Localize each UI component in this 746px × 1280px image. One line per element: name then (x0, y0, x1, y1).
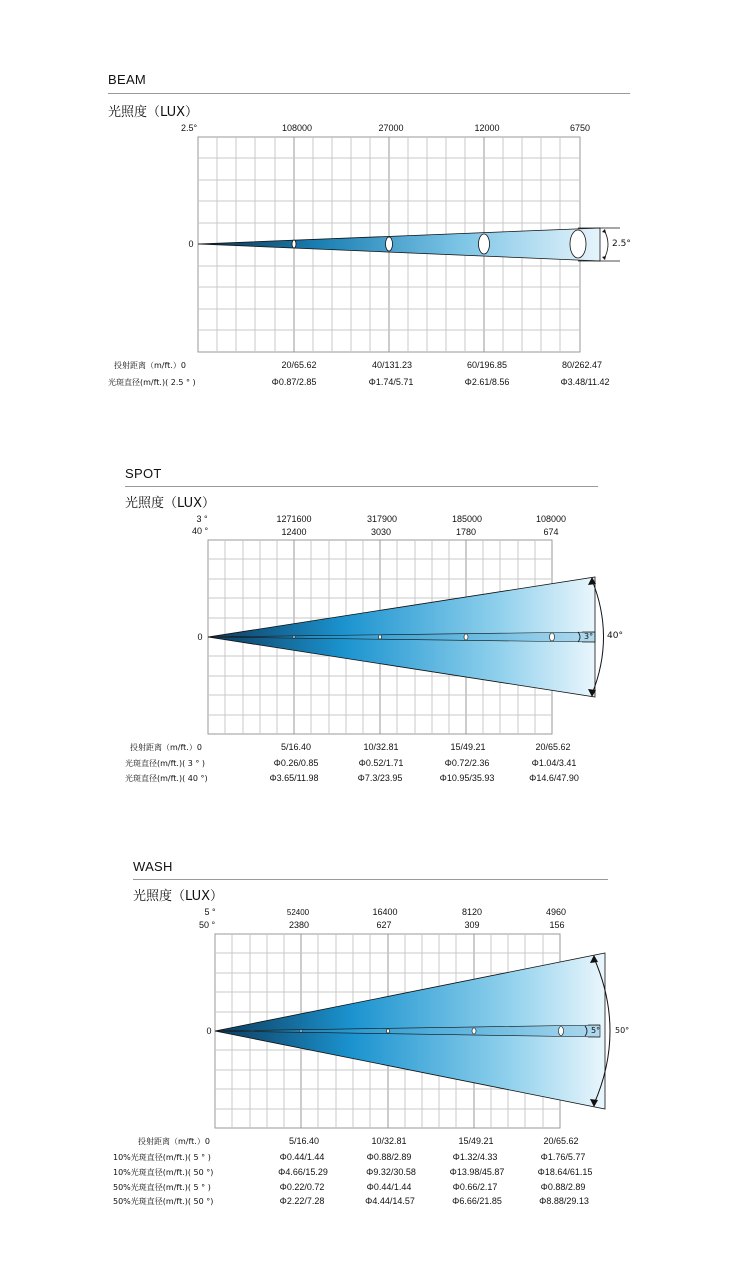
wash-narrow-mark: 5° (591, 1026, 601, 1035)
spot-lux-narrow: 1271600 (276, 514, 312, 524)
wash-50pct-wide-label: 50%光斑直径(m/ft.)( 50 °) (113, 1197, 214, 1206)
beam-distance-label: 投射距离（m/ft.）0 (114, 361, 186, 370)
wash-spot-ellipse (387, 1029, 390, 1033)
wash-50pct-wide-value: Φ4.44/14.57 (365, 1196, 415, 1206)
beam-distance-value: 40/131.23 (371, 360, 413, 370)
beam-lux-value: 108000 (281, 123, 313, 133)
beam-lux-value: 12000 (474, 123, 500, 133)
wash-50pct-narrow-value: Φ0.66/2.17 (452, 1182, 498, 1192)
wash-10pct-wide-value: Φ18.64/61.15 (537, 1167, 593, 1177)
spot-lux-wide: 674 (543, 527, 559, 537)
wash-distance-value: 20/65.62 (543, 1136, 579, 1146)
beam-angle-mark: 2.5° (612, 239, 631, 249)
wash-50pct-narrow-value: Φ0.88/2.89 (540, 1182, 586, 1192)
spot-lux-wide: 1780 (455, 527, 477, 537)
wash-10pct-wide-value: Φ13.98/45.87 (449, 1167, 505, 1177)
beam-lux-title: 光照度（LUX） (108, 105, 199, 120)
spot-lux-narrow: 185000 (451, 514, 483, 524)
spot-title: SPOT (125, 466, 162, 481)
wash-wide-mark: 50° (615, 1026, 630, 1035)
wash-50pct-wide-value: Φ8.88/29.13 (539, 1196, 589, 1206)
wash-spot-ellipse (472, 1028, 476, 1034)
spot-distance-value: 20/65.62 (535, 742, 571, 752)
wash-spot-ellipse (300, 1030, 302, 1033)
wash-10pct-wide-label: 10%光斑直径(m/ft.)( 50 °) (113, 1168, 214, 1177)
wash-10pct-narrow-value: Φ1.32/4.33 (452, 1152, 498, 1162)
wash-50pct-wide-value: Φ6.66/21.85 (452, 1196, 502, 1206)
wash-angle-label: 5 ° (204, 907, 216, 917)
spot-diameter-wide-value: Φ7.3/23.95 (357, 773, 403, 783)
wash-spot-ellipse (559, 1027, 564, 1036)
spot-lux-wide: 3030 (370, 527, 392, 537)
wash-lux-narrow: 4960 (545, 907, 567, 917)
wash-lux-narrow: 52400 (286, 908, 310, 917)
wash-lux-wide: 627 (376, 920, 392, 930)
spot-distance-label: 投射距离（m/ft.）0 (130, 743, 202, 752)
wash-50pct-narrow-value: Φ0.44/1.44 (366, 1182, 412, 1192)
spot-axis-zero: 0 (197, 632, 203, 642)
wash-lux-narrow: 16400 (372, 907, 398, 917)
spot-angle-label: 3 ° (196, 514, 208, 524)
beam-title: BEAM (108, 72, 147, 87)
spot-lux-narrow: 108000 (535, 514, 567, 524)
wash-10pct-narrow-value: Φ0.44/1.44 (279, 1152, 325, 1162)
beam-lux-value: 6750 (569, 123, 591, 133)
beam-distance-value: 20/65.62 (281, 360, 317, 370)
beam-diameter-value: Φ2.61/8.56 (464, 377, 510, 387)
spot-diameter-narrow-value: Φ0.72/2.36 (444, 758, 490, 768)
spot-diameter-wide-value: Φ3.65/11.98 (269, 773, 319, 783)
beam-lux-value: 27000 (378, 123, 404, 133)
spot-lux-narrow: 317900 (366, 514, 398, 524)
spot-distance-value: 15/49.21 (450, 742, 486, 752)
spot-narrow-mark: 3° (584, 632, 594, 641)
beam-axis-zero: 0 (188, 239, 194, 249)
beam-distance-value: 80/262.47 (561, 360, 603, 370)
wash-10pct-narrow-value: Φ0.88/2.89 (366, 1152, 412, 1162)
wash-distance-value: 5/16.40 (288, 1136, 320, 1146)
wash-distance-value: 10/32.81 (371, 1136, 407, 1146)
spot-wide-mark: 40° (607, 631, 623, 641)
wash-10pct-narrow-value: Φ1.76/5.77 (540, 1152, 586, 1162)
spot-diameter-wide-value: Φ14.6/47.90 (529, 773, 579, 783)
wash-50pct-narrow-value: Φ0.22/0.72 (279, 1182, 325, 1192)
beam-diameter-value: Φ1.74/5.71 (368, 377, 414, 387)
beam-diameter-value: Φ0.87/2.85 (271, 377, 317, 387)
wash-10pct-wide-value: Φ4.66/15.29 (278, 1167, 328, 1177)
wash-50pct-narrow-label: 50%光斑直径(m/ft.)( 5 ° ) (113, 1183, 211, 1192)
spot-diameter-narrow-value: Φ1.04/3.41 (531, 758, 577, 768)
wash-10pct-wide-value: Φ9.32/30.58 (366, 1167, 416, 1177)
spot-diameter-wide-label: 光斑直径(m/ft.)( 40 °) (125, 774, 208, 783)
wash-axis-zero: 0 (206, 1026, 212, 1036)
spot-diameter-narrow-label: 光斑直径(m/ft.)( 3 ° ) (125, 759, 206, 768)
beam-diameter-value: Φ3.48/11.42 (560, 377, 610, 387)
spot-lux-wide: 12400 (281, 527, 307, 537)
beam-angle-label: 2.5° (180, 123, 198, 133)
wash-distance-value: 15/49.21 (458, 1136, 494, 1146)
wash-lux-title: 光照度（LUX） (133, 889, 224, 904)
wash-lux-wide: 2380 (288, 920, 310, 930)
spot-angle-label: 40 ° (191, 526, 209, 536)
spot-distance-value: 5/16.40 (280, 742, 312, 752)
spot-diameter-narrow-value: Φ0.52/1.71 (358, 758, 404, 768)
wash-distance-label: 投射距离（m/ft.）0 (138, 1137, 210, 1146)
wash-title: WASH (133, 859, 173, 874)
spot-diameter-wide-value: Φ10.95/35.93 (439, 773, 495, 783)
spot-lux-title: 光照度（LUX） (125, 496, 216, 511)
beam-distance-value: 60/196.85 (466, 360, 508, 370)
wash-lux-wide: 309 (464, 920, 480, 930)
wash-lux-narrow: 8120 (461, 907, 483, 917)
wash-10pct-narrow-label: 10%光斑直径(m/ft.)( 5 ° ) (113, 1153, 211, 1162)
spot-diameter-narrow-value: Φ0.26/0.85 (273, 758, 319, 768)
wash-50pct-wide-value: Φ2.22/7.28 (279, 1196, 325, 1206)
wash-lux-wide: 156 (549, 920, 565, 930)
wash-angle-label: 50 ° (198, 920, 216, 930)
beam-diameter-label: 光斑直径(m/ft.)( 2.5 ° ) (108, 378, 196, 387)
spot-distance-value: 10/32.81 (363, 742, 399, 752)
